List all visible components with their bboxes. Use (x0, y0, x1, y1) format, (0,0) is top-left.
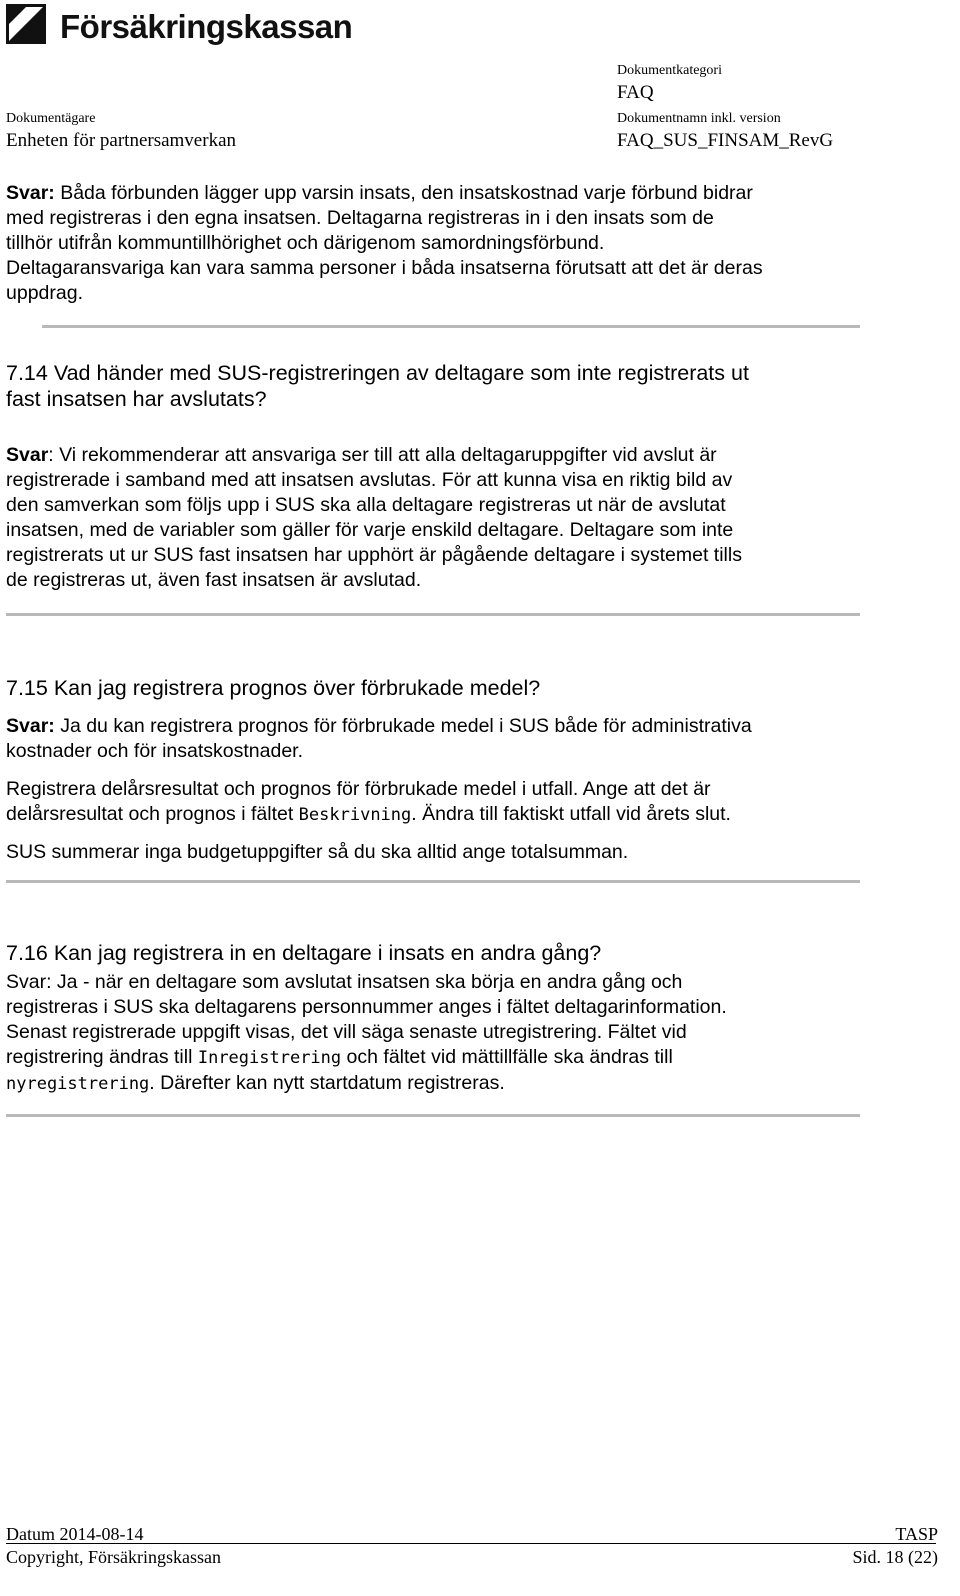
answer-7-16 (6, 970, 886, 1097)
owner-value: Enheten för partnersamverkan (6, 130, 237, 151)
section-divider (6, 1114, 860, 1117)
field-value-code: nyregistrering (6, 1074, 150, 1094)
answer-7-14 (6, 443, 886, 593)
answer-line: registrerats ut ur SUS fast insatsen har upphört är pågående deltagare i systemet tills (6, 544, 742, 566)
question-line: 7.14 Vad händer med SUS-registreringen av deltagare som inte registrerats ut (6, 361, 749, 385)
answer-7-15 (6, 714, 886, 764)
footer-rule (6, 1543, 936, 1544)
answer-text: . Därefter kan nytt startdatum registreras. (149, 1072, 505, 1094)
owner-label: Dokumentägare (6, 111, 96, 126)
field-name-code: Beskrivning (298, 805, 412, 825)
footer-copyright: Copyright, Försäkringskassan (6, 1547, 221, 1567)
answer-line: den samverkan som följs upp i SUS ska alla deltagare registreras ut när de avslutat (6, 494, 726, 516)
answer-7-15-p3: SUS summerar inga budgetuppgifter så du ska alltid ange totalsumman. (6, 841, 629, 863)
question-line: fast insatsen har avslutats? (6, 387, 267, 411)
answer-line: Deltagaransvariga kan vara samma personer i båda insatserna förutsatt att det är deras (6, 257, 763, 279)
answer-line: registrerade i samband med att insatsen avslutas. För att kunna visa en riktig bild av (6, 469, 733, 491)
answer-line: tillhör utifrån kommuntillhörighet och därigenom samordningsförbund. (6, 232, 605, 254)
footer-date: Datum 2014-08-14 (6, 1524, 144, 1544)
answer-line: med registreras i den egna insatsen. Deltagarna registreras in i den insats som de (6, 207, 714, 229)
answer-lead: Svar: (6, 182, 55, 204)
question-7-15: 7.15 Kan jag registrera prognos över förbrukade medel? (6, 676, 541, 700)
answer-text: delårsresultat och prognos i fältet (6, 803, 299, 825)
docname-value: FAQ_SUS_FINSAM_RevG (617, 130, 834, 151)
question-7-14 (6, 360, 749, 412)
logo-mark-icon (6, 4, 46, 44)
section-divider (42, 325, 860, 328)
answer-line: insatsen, med de variabler som gäller för varje enskild deltagare. Deltagare som inte (6, 519, 734, 541)
answer-line: uppdrag. (6, 282, 83, 304)
logo (6, 4, 46, 44)
field-value-code: Inregistrering (197, 1048, 342, 1068)
question-7-16: 7.16 Kan jag registrera in en deltagare i insats en andra gång? (6, 941, 602, 965)
answer-line: : Vi rekommenderar att ansvariga ser till att alla deltagaruppgifter vid avslut är (48, 444, 717, 466)
section-divider (6, 880, 860, 883)
answer-line: Senast registrerade uppgift visas, det vill säga senaste utregistrering. Fältet vid (6, 1021, 687, 1043)
answer-text: och fältet vid mättillfälle ska ändras till (341, 1046, 673, 1068)
answer-line: Registrera delårsresultat och prognos för förbrukade medel i utfall. Ange att det är (6, 778, 711, 800)
answer-lead: Svar: (6, 715, 55, 737)
answer-line: registreras i SUS ska deltagarens personnummer anges i fältet deltagarinformation. (6, 996, 727, 1018)
answer-text: . Ändra till faktiskt utfall vid årets slut. (411, 803, 731, 825)
footer-page-number: Sid. 18 (22) (852, 1547, 938, 1567)
logo-text: Försäkringskassan (60, 8, 353, 45)
docname-label: Dokumentnamn inkl. version (617, 111, 781, 126)
section-divider (6, 613, 860, 616)
category-label: Dokumentkategori (617, 63, 722, 78)
answer-paragraph (6, 181, 886, 306)
category-value: FAQ (617, 82, 654, 103)
answer-7-15-p2 (6, 777, 886, 828)
answer-line: Båda förbunden lägger upp varsin insats, den insatskostnad varje förbund bidrar (54, 182, 753, 204)
footer-code: TASP (895, 1524, 938, 1544)
answer-line: kostnader och för insatskostnader. (6, 740, 304, 762)
answer-line: de registreras ut, även fast insatsen är avslutad. (6, 569, 422, 591)
answer-text: registrering ändras till (6, 1046, 198, 1068)
answer-line: Svar: Ja - när en deltagare som avslutat insatsen ska börja en andra gång och (6, 971, 683, 993)
answer-lead: Svar (6, 444, 49, 466)
answer-line: Ja du kan registrera prognos för förbrukade medel i SUS både för administrativa (54, 715, 752, 737)
